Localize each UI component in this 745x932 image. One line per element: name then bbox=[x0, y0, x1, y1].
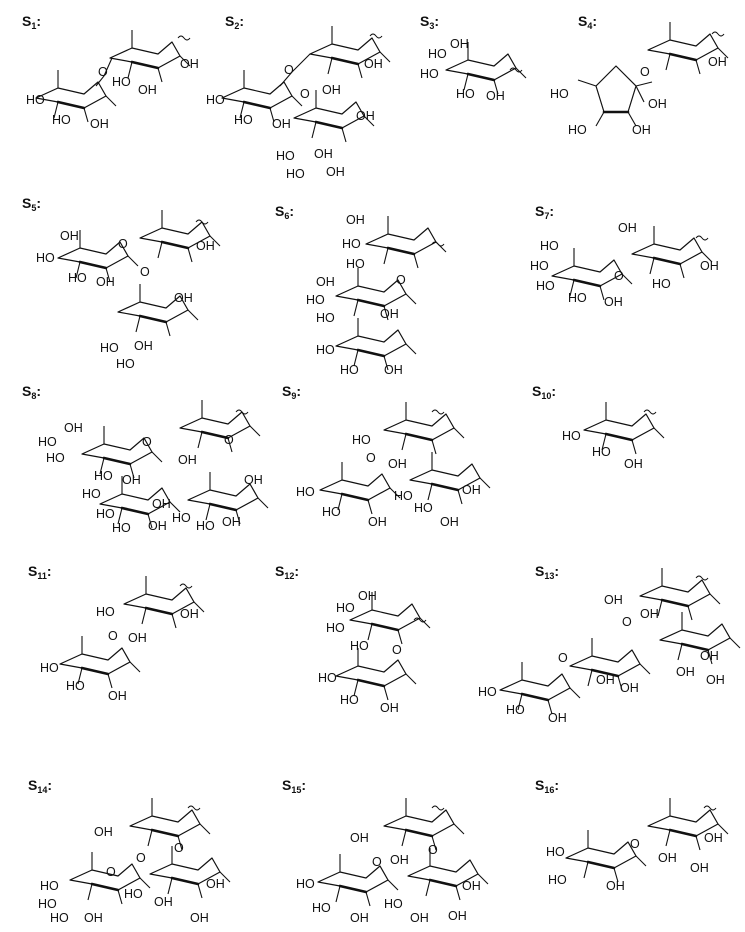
svg-text:OH: OH bbox=[94, 825, 113, 839]
svg-text:HO: HO bbox=[96, 507, 115, 521]
svg-text:HO: HO bbox=[52, 113, 71, 127]
svg-text:OH: OH bbox=[388, 457, 407, 471]
svg-text:OH: OH bbox=[364, 57, 383, 71]
svg-text:HO: HO bbox=[206, 93, 225, 107]
svg-text:HO: HO bbox=[82, 487, 101, 501]
structure-s11 bbox=[40, 576, 204, 703]
svg-text:HO: HO bbox=[336, 601, 355, 615]
svg-text:O: O bbox=[118, 237, 128, 251]
label-s6: $S_6$: bbox=[275, 203, 295, 221]
structure-s7 bbox=[530, 221, 719, 309]
svg-text:OH: OH bbox=[368, 515, 387, 529]
label-s3: $S_3$: bbox=[420, 13, 440, 31]
svg-text:OH: OH bbox=[154, 895, 173, 909]
svg-text:O: O bbox=[630, 837, 640, 851]
svg-text:OH: OH bbox=[180, 57, 199, 71]
label-s8: $S_8$: bbox=[22, 383, 42, 401]
svg-text:HO: HO bbox=[316, 343, 335, 357]
svg-text:HO: HO bbox=[276, 149, 295, 163]
svg-text:OH: OH bbox=[390, 853, 409, 867]
svg-text:HO: HO bbox=[478, 685, 497, 699]
structure-s1 bbox=[26, 30, 199, 131]
svg-text:OH: OH bbox=[356, 109, 375, 123]
svg-text:OH: OH bbox=[620, 681, 639, 695]
svg-text:HO: HO bbox=[322, 505, 341, 519]
label-s11: $S_{11}$: bbox=[28, 563, 52, 581]
svg-text:OH: OH bbox=[174, 291, 193, 305]
svg-text:OH: OH bbox=[84, 911, 103, 925]
label-s4: $S_4$: bbox=[578, 13, 598, 31]
label-s10: $S_{10}$: bbox=[532, 383, 557, 401]
svg-text:HO: HO bbox=[536, 279, 555, 293]
structure-s9 bbox=[296, 402, 490, 529]
svg-text:HO: HO bbox=[68, 271, 87, 285]
svg-text:HO: HO bbox=[172, 511, 191, 525]
svg-text:OH: OH bbox=[90, 117, 109, 131]
structure-s14 bbox=[38, 798, 230, 925]
svg-text:HO: HO bbox=[394, 489, 413, 503]
structure-s13 bbox=[478, 568, 740, 725]
svg-text:OH: OH bbox=[272, 117, 291, 131]
svg-text:OH: OH bbox=[690, 861, 709, 875]
label-s7: $S_7$: bbox=[535, 203, 555, 221]
svg-text:O: O bbox=[136, 851, 146, 865]
svg-text:OH: OH bbox=[606, 879, 625, 893]
structure-s2 bbox=[206, 26, 390, 181]
svg-text:OH: OH bbox=[350, 911, 369, 925]
svg-text:HO: HO bbox=[562, 429, 581, 443]
svg-text:HO: HO bbox=[342, 237, 361, 251]
svg-text:HO: HO bbox=[100, 341, 119, 355]
svg-text:HO: HO bbox=[540, 239, 559, 253]
svg-text:OH: OH bbox=[380, 307, 399, 321]
svg-text:O: O bbox=[392, 643, 402, 657]
structure-s4 bbox=[550, 22, 728, 137]
svg-text:O: O bbox=[396, 273, 406, 287]
structure-s3 bbox=[420, 37, 526, 103]
svg-text:O: O bbox=[98, 65, 108, 79]
svg-text:HO: HO bbox=[340, 363, 359, 377]
svg-text:OH: OH bbox=[180, 607, 199, 621]
svg-text:HO: HO bbox=[414, 501, 433, 515]
svg-text:OH: OH bbox=[596, 673, 615, 687]
svg-text:O: O bbox=[142, 435, 152, 449]
svg-text:OH: OH bbox=[350, 831, 369, 845]
svg-text:O: O bbox=[372, 855, 382, 869]
svg-text:HO: HO bbox=[94, 469, 113, 483]
svg-text:OH: OH bbox=[604, 295, 623, 309]
svg-text:O: O bbox=[366, 451, 376, 465]
svg-text:OH: OH bbox=[196, 239, 215, 253]
svg-text:HO: HO bbox=[350, 639, 369, 653]
svg-text:O: O bbox=[614, 269, 624, 283]
label-s14: $S_{14}$: bbox=[28, 777, 53, 795]
svg-text:OH: OH bbox=[548, 711, 567, 725]
svg-text:HO: HO bbox=[66, 679, 85, 693]
svg-text:HO: HO bbox=[546, 845, 565, 859]
svg-text:HO: HO bbox=[428, 47, 447, 61]
svg-text:OH: OH bbox=[148, 519, 167, 533]
svg-text:OH: OH bbox=[632, 123, 651, 137]
structure-s15 bbox=[296, 798, 488, 925]
svg-text:HO: HO bbox=[50, 911, 69, 925]
svg-text:O: O bbox=[108, 629, 118, 643]
label-s5: $S_5$: bbox=[22, 195, 42, 213]
svg-text:OH: OH bbox=[122, 473, 141, 487]
svg-text:OH: OH bbox=[462, 879, 481, 893]
svg-text:HO: HO bbox=[384, 897, 403, 911]
structure-s6 bbox=[306, 213, 446, 377]
svg-text:O: O bbox=[428, 843, 438, 857]
svg-text:HO: HO bbox=[26, 93, 45, 107]
svg-text:HO: HO bbox=[592, 445, 611, 459]
svg-text:OH: OH bbox=[322, 83, 341, 97]
svg-text:HO: HO bbox=[346, 257, 365, 271]
svg-text:HO: HO bbox=[112, 75, 131, 89]
svg-text:HO: HO bbox=[124, 887, 143, 901]
svg-text:HO: HO bbox=[40, 661, 59, 675]
svg-text:OH: OH bbox=[178, 453, 197, 467]
svg-text:OH: OH bbox=[448, 909, 467, 923]
svg-text:OH: OH bbox=[462, 483, 481, 497]
svg-text:OH: OH bbox=[624, 457, 643, 471]
svg-text:HO: HO bbox=[296, 485, 315, 499]
svg-text:HO: HO bbox=[652, 277, 671, 291]
label-s12: $S_{12}$: bbox=[275, 563, 300, 581]
label-s9: $S_9$: bbox=[282, 383, 302, 401]
svg-text:HO: HO bbox=[234, 113, 253, 127]
svg-text:HO: HO bbox=[456, 87, 475, 101]
svg-text:OH: OH bbox=[380, 701, 399, 715]
svg-text:OH: OH bbox=[604, 593, 623, 607]
svg-text:HO: HO bbox=[340, 693, 359, 707]
structure-s12 bbox=[318, 589, 430, 715]
svg-text:HO: HO bbox=[568, 123, 587, 137]
svg-text:OH: OH bbox=[244, 473, 263, 487]
svg-text:OH: OH bbox=[314, 147, 333, 161]
svg-text:OH: OH bbox=[358, 589, 377, 603]
structure-s8 bbox=[38, 400, 268, 535]
svg-text:OH: OH bbox=[486, 89, 505, 103]
svg-text:HO: HO bbox=[312, 901, 331, 915]
svg-text:HO: HO bbox=[316, 311, 335, 325]
svg-text:O: O bbox=[622, 615, 632, 629]
label-s16: $S_{16}$: bbox=[535, 777, 560, 795]
svg-text:HO: HO bbox=[296, 877, 315, 891]
svg-text:OH: OH bbox=[190, 911, 209, 925]
svg-text:OH: OH bbox=[206, 877, 225, 891]
svg-text:OH: OH bbox=[640, 607, 659, 621]
svg-text:OH: OH bbox=[440, 515, 459, 529]
structure-s5 bbox=[36, 210, 220, 371]
svg-text:HO: HO bbox=[326, 621, 345, 635]
svg-text:HO: HO bbox=[548, 873, 567, 887]
svg-text:OH: OH bbox=[108, 689, 127, 703]
svg-text:OH: OH bbox=[138, 83, 157, 97]
svg-text:HO: HO bbox=[196, 519, 215, 533]
svg-text:HO: HO bbox=[318, 671, 337, 685]
svg-text:OH: OH bbox=[708, 55, 727, 69]
svg-text:O: O bbox=[284, 63, 294, 77]
svg-text:OH: OH bbox=[450, 37, 469, 51]
svg-text:OH: OH bbox=[152, 497, 171, 511]
svg-text:OH: OH bbox=[704, 831, 723, 845]
svg-text:OH: OH bbox=[60, 229, 79, 243]
svg-text:OH: OH bbox=[618, 221, 637, 235]
svg-text:HO: HO bbox=[38, 435, 57, 449]
svg-text:OH: OH bbox=[346, 213, 365, 227]
svg-text:HO: HO bbox=[306, 293, 325, 307]
label-s15: $S_{15}$: bbox=[282, 777, 307, 795]
label-s2: $S_2$: bbox=[225, 13, 245, 31]
svg-text:OH: OH bbox=[96, 275, 115, 289]
svg-text:HO: HO bbox=[36, 251, 55, 265]
svg-text:O: O bbox=[174, 841, 184, 855]
svg-text:HO: HO bbox=[352, 433, 371, 447]
svg-text:OH: OH bbox=[316, 275, 335, 289]
svg-text:OH: OH bbox=[676, 665, 695, 679]
svg-text:OH: OH bbox=[706, 673, 725, 687]
svg-text:OH: OH bbox=[326, 165, 345, 179]
svg-text:HO: HO bbox=[506, 703, 525, 717]
svg-text:OH: OH bbox=[128, 631, 147, 645]
svg-text:O: O bbox=[140, 265, 150, 279]
svg-text:HO: HO bbox=[116, 357, 135, 371]
svg-text:O: O bbox=[558, 651, 568, 665]
label-s1: $S_1$: bbox=[22, 13, 42, 31]
svg-text:O: O bbox=[224, 433, 234, 447]
svg-text:HO: HO bbox=[112, 521, 131, 535]
svg-text:O: O bbox=[300, 87, 310, 101]
svg-text:HO: HO bbox=[550, 87, 569, 101]
svg-text:HO: HO bbox=[46, 451, 65, 465]
svg-text:OH: OH bbox=[648, 97, 667, 111]
svg-text:HO: HO bbox=[530, 259, 549, 273]
svg-text:OH: OH bbox=[700, 649, 719, 663]
svg-text:OH: OH bbox=[700, 259, 719, 273]
svg-text:OH: OH bbox=[410, 911, 429, 925]
svg-text:HO: HO bbox=[96, 605, 115, 619]
svg-text:OH: OH bbox=[222, 515, 241, 529]
svg-text:HO: HO bbox=[40, 879, 59, 893]
structure-s10 bbox=[562, 402, 664, 471]
svg-text:O: O bbox=[106, 865, 116, 879]
structure-s16 bbox=[546, 798, 728, 893]
svg-text:OH: OH bbox=[134, 339, 153, 353]
svg-text:OH: OH bbox=[384, 363, 403, 377]
svg-text:HO: HO bbox=[38, 897, 57, 911]
svg-text:OH: OH bbox=[64, 421, 83, 435]
label-s13: $S_{13}$: bbox=[535, 563, 560, 581]
svg-text:HO: HO bbox=[286, 167, 305, 181]
svg-text:O: O bbox=[640, 65, 650, 79]
svg-text:OH: OH bbox=[658, 851, 677, 865]
svg-text:HO: HO bbox=[420, 67, 439, 81]
svg-text:HO: HO bbox=[568, 291, 587, 305]
